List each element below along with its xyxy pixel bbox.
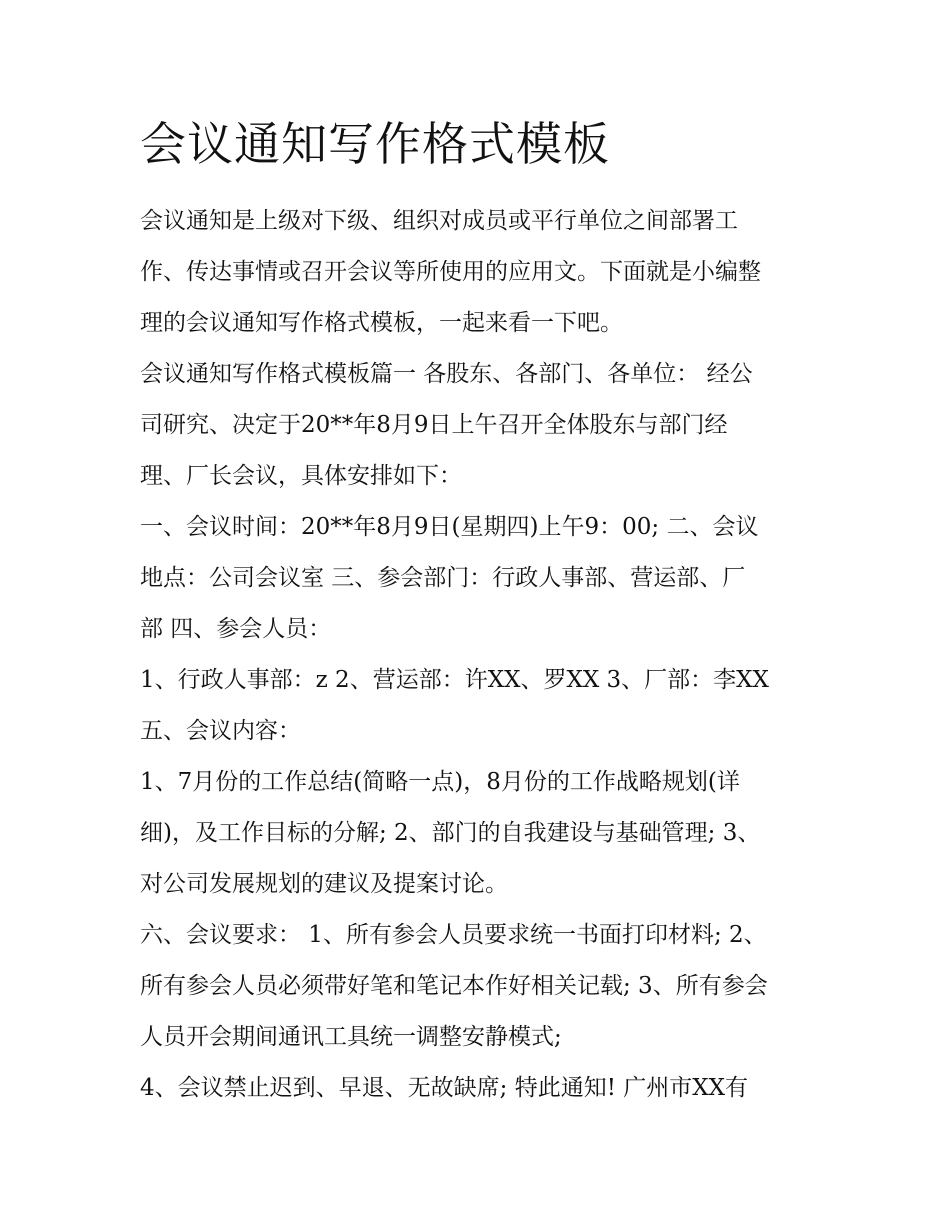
body-line: 对公司发展规划的建议及提案讨论。 [140,871,508,897]
body-line: 一、会议时间：20**年8月9日(星期四)上午9：00; 二、会议 [140,514,759,540]
body-line: 作、传达事情或召开会议等所使用的应用文。下面就是小编整 [140,259,761,285]
body-line: 理的会议通知写作格式模板，一起来看一下吧。 [140,310,623,336]
body-line: 会议通知是上级对下级、组织对成员或平行单位之间部署工 [140,208,738,234]
body-line: 司研究、决定于20**年8月9日上午召开全体股东与部门经 [140,412,728,438]
body-line: 地点：公司会议室 三、参会部门：行政人事部、营运部、厂 [140,565,746,591]
body-line: 所有参会人员必须带好笔和笔记本作好相关记载; 3、所有参会 [140,973,768,999]
body-line: 理、厂长会议，具体安排如下： [140,463,462,489]
document-body [140,196,820,1114]
document-title: 会议通知写作格式模板 [140,117,610,171]
body-line: 细)，及工作目标的分解; 2、部门的自我建设与基础管理; 3、 [140,820,761,846]
body-line: 4、会议禁止迟到、早退、无故缺席; 特此通知! 广州市XX有 [140,1075,748,1101]
body-line: 1、行政人事部：z 2、营运部：许XX、罗XX 3、厂部：李XX [140,667,769,693]
body-line: 1、7月份的工作总结(简略一点)，8月份的工作战略规划(详 [140,769,740,795]
body-line: 五、会议内容： [140,718,301,744]
body-line: 人员开会期间通讯工具统一调整安静模式; [140,1024,562,1050]
body-line: 六、会议要求： 1、所有参会人员要求统一书面打印材料; 2、 [140,922,767,948]
body-line: 部 四、参会人员： [140,616,332,642]
body-line: 会议通知写作格式模板篇一 各股东、各部门、各单位： 经公 [140,361,753,387]
document-page [140,112,820,1114]
